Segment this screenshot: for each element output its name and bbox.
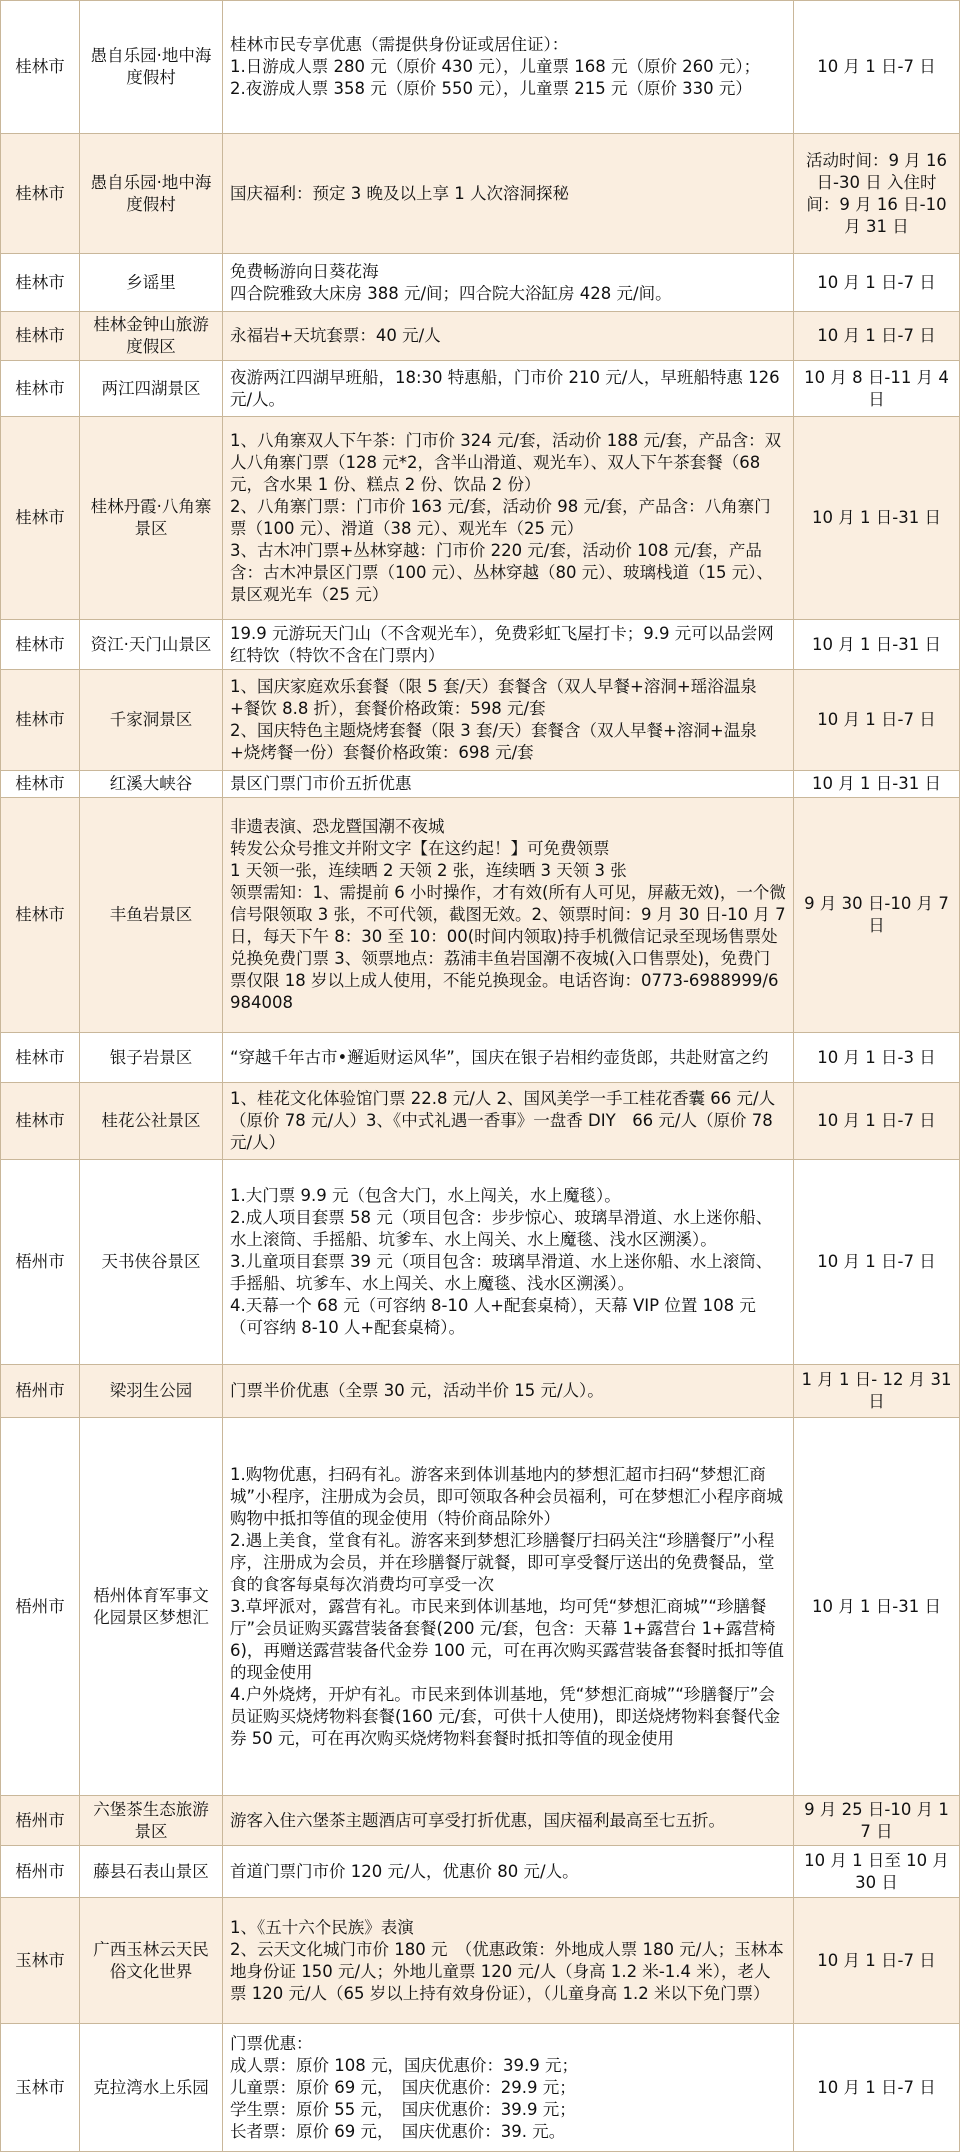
date-cell: 10 月 1 日-31 日 — [794, 620, 960, 670]
offer-line: 3.草坪派对，露营有礼。市民来到体训基地，均可凭“梦想汇商城”“珍膳餐厅”会员证购买露营装备套餐(200 元/套，包含：天幕 1+露营台 1+露营椅 6)，再赠送露营装备代金券 100 元，可在再次购买露营装备套餐时抵扣等值的现金使用 — [230, 1596, 784, 1682]
scenic-spot-cell: 藤县石表山景区 — [80, 1846, 223, 1898]
offer-line: 2.成人项目套票 58 元（项目包含：步步惊心、玻璃旱滑道、水上迷你船、水上滚筒、手摇船、坑爹车、水上闯关、水上魔毯、浅水区溯溪）。 — [230, 1208, 773, 1249]
offer-line: 游客入住六堡茶主题酒店可享受打折优惠，国庆福利最高至七五折。 — [230, 1810, 725, 1830]
offer-line: 4.天幕一个 68 元（可容纳 8-10 人+配套桌椅），天幕 VIP 位置 108 元（可容纳 8-10 人+配套桌椅）。 — [230, 1296, 756, 1337]
offer-line: 门票半价优惠（全票 30 元，活动半价 15 元/人）。 — [230, 1381, 604, 1400]
city-cell: 梧州市 — [1, 1418, 80, 1796]
offer-line: 2.遇上美食，堂食有礼。游客来到梦想汇珍膳餐厅扫码关注“珍膳餐厅”小程序，注册成为会员，并在珍膳餐厅就餐，即可享受餐厅送出的免费餐品，堂食的食客每桌每次消费均可享受一次 — [230, 1530, 775, 1594]
offer-line: 长者票：原价 69 元， 国庆优惠价：39. 元。 — [230, 2121, 566, 2141]
offer-line: 国庆福利：预定 3 晚及以上享 1 人次溶洞探秘 — [230, 183, 569, 203]
date-cell: 10 月 1 日-7 日 — [794, 1, 960, 134]
table-row — [1, 2024, 960, 2152]
date-cell: 10 月 1 日-7 日 — [794, 312, 960, 361]
table-body — [1, 1, 960, 2152]
date-cell: 10 月 1 日-7 日 — [794, 2024, 960, 2152]
table-row — [1, 134, 960, 254]
city-cell: 桂林市 — [1, 1033, 80, 1083]
offer-details-cell — [223, 254, 794, 312]
date-cell: 10 月 1 日-7 日 — [794, 1898, 960, 2024]
table-row — [1, 417, 960, 620]
table-row — [1, 1846, 960, 1898]
table-row — [1, 1, 960, 134]
scenic-spot-cell: 丰鱼岩景区 — [80, 798, 223, 1033]
offer-details-cell — [223, 1796, 794, 1846]
date-cell: 10 月 1 日-7 日 — [794, 670, 960, 771]
offer-line: 儿童票：原价 69 元， 国庆优惠价：29.9 元； — [230, 2077, 576, 2097]
offer-line: 1.日游成人票 280 元（原价 430 元），儿童票 168 元（原价 260 元）； — [230, 57, 761, 76]
offer-line: 4.户外烧烤，开炉有礼。市民来到体训基地，凭“梦想汇商城”“珍膳餐厅”会员证购买烧烤物料套餐(160 元/套，可供十人使用)，即送烧烤物料套餐代金券 50 元，可在再次购买烧烤物料套餐时抵扣等值的现金使用 — [230, 1684, 781, 1748]
scenic-spot-cell: 千家洞景区 — [80, 670, 223, 771]
date-cell: 9 月 25 日-10 月 17 日 — [794, 1796, 960, 1846]
offer-line: 3、古木冲门票+丛林穿越：门市价 220 元/套，活动价 108 元/套，产品含：古木冲景区门票（100 元）、丛林穿越（80 元）、玻璃栈道（15 元）、景区观光车（25 元） — [230, 541, 773, 604]
date-cell: 10 月 1 日-7 日 — [794, 1160, 960, 1365]
date-cell: 10 月 1 日至 10 月 30 日 — [794, 1846, 960, 1898]
scenic-spot-cell: 桂花公社景区 — [80, 1083, 223, 1160]
table-row — [1, 1796, 960, 1846]
table-row — [1, 798, 960, 1033]
city-cell: 桂林市 — [1, 1083, 80, 1160]
date-cell: 10 月 1 日-31 日 — [794, 417, 960, 620]
offer-line: 1.大门票 9.9 元（包含大门，水上闯关，水上魔毯）。 — [230, 1186, 621, 1205]
scenic-spot-cell: 愚自乐园·地中海度假村 — [80, 134, 223, 254]
offer-details-cell — [223, 1418, 794, 1796]
city-cell: 桂林市 — [1, 620, 80, 670]
offer-details-cell — [223, 312, 794, 361]
scenic-spot-cell: 红溪大峡谷 — [80, 771, 223, 798]
scenic-spot-cell: 克拉湾水上乐园 — [80, 2024, 223, 2152]
scenic-spot-cell: 两江四湖景区 — [80, 361, 223, 417]
offer-line: 景区门票门市价五折优惠 — [230, 774, 412, 793]
offer-line: 四合院雅致大床房 388 元/间；四合院大浴缸房 428 元/间。 — [230, 283, 672, 303]
offer-line: 19.9 元游玩天门山（不含观光车），免费彩虹飞屋打卡；9.9 元可以品尝网红特饮（特饮不含在门票内） — [230, 623, 774, 665]
offer-details-cell — [223, 1160, 794, 1365]
city-cell: 桂林市 — [1, 670, 80, 771]
offer-line: 桂林市民专享优惠（需提供身份证或居住证）： — [230, 35, 569, 54]
offer-line: 1、八角寨双人下午茶：门市价 324 元/套，活动价 188 元/套，产品含：双人八角寨门票（128 元*2，含半山滑道、观光车）、双人下午茶套餐（68 元，含水果 1 份、糕点 2 份、饮品 2 份） — [230, 431, 782, 494]
offer-line: 首道门票门市价 120 元/人，优惠价 80 元/人。 — [230, 1861, 579, 1881]
city-cell: 梧州市 — [1, 1796, 80, 1846]
table-row — [1, 312, 960, 361]
offer-line: 永福岩+天坑套票：40 元/人 — [230, 326, 441, 345]
city-cell: 桂林市 — [1, 798, 80, 1033]
city-cell: 桂林市 — [1, 254, 80, 312]
date-cell: 10 月 1 日-3 日 — [794, 1033, 960, 1083]
offer-details-cell — [223, 1365, 794, 1418]
scenic-spot-cell: 广西玉林云天民俗文化世界 — [80, 1898, 223, 2024]
offer-line: 2、云天文化城门市价 180 元 （优惠政策：外地成人票 180 元/人；玉林本地身份证 150 元/人；外地儿童票 120 元/人（身高 1.2 米-1.4 米），老人票 120 元/人（65 岁以上持有效身份证），（儿童身高 1.2 米以下免门票） — [230, 1939, 784, 2003]
offer-details-cell — [223, 417, 794, 620]
table-row — [1, 670, 960, 771]
city-cell: 桂林市 — [1, 771, 80, 798]
scenic-spot-cell: 梁羽生公园 — [80, 1365, 223, 1418]
table-row — [1, 771, 960, 798]
city-cell: 桂林市 — [1, 1, 80, 134]
city-cell: 桂林市 — [1, 417, 80, 620]
table-row — [1, 361, 960, 417]
offer-details-cell — [223, 361, 794, 417]
date-cell: 10 月 1 日-31 日 — [794, 1418, 960, 1796]
offer-line: 非遗表演、恐龙暨国潮不夜城 — [230, 817, 445, 836]
offer-details-cell — [223, 1083, 794, 1160]
offer-line: 2.夜游成人票 358 元（原价 550 元），儿童票 215 元（原价 330 元） — [230, 79, 752, 98]
offer-line: 2、八角寨门票：门市价 163 元/套，活动价 98 元/套，产品含：八角寨门票（100 元）、滑道（38 元）、观光车（25 元） — [230, 497, 771, 538]
offer-details-cell — [223, 134, 794, 254]
city-cell: 玉林市 — [1, 1898, 80, 2024]
city-cell: 桂林市 — [1, 312, 80, 361]
offer-details-cell — [223, 771, 794, 798]
table-row — [1, 1160, 960, 1365]
offer-line: 1、国庆家庭欢乐套餐（限 5 套/天）套餐含（双人早餐+溶洞+瑶浴温泉+餐饮 8.8 折），套餐价格政策：598 元/套 — [230, 677, 757, 718]
offer-line: 1、桂花文化体验馆门票 22.8 元/人 2、国风美学一手工桂花香囊 66 元/人（原价 78 元/人）3、《中式礼遇一香事》一盘香 DIY 66 元/人（原价 78 元/人） — [230, 1089, 776, 1152]
table-row — [1, 1033, 960, 1083]
city-cell: 桂林市 — [1, 361, 80, 417]
offer-line: 1 天领一张，连续晒 2 天领 2 张，连续晒 3 天领 3 张 — [230, 861, 627, 880]
city-cell: 梧州市 — [1, 1846, 80, 1898]
offer-details-cell — [223, 2024, 794, 2152]
table-row — [1, 1083, 960, 1160]
city-cell: 梧州市 — [1, 1365, 80, 1418]
city-cell: 玉林市 — [1, 2024, 80, 2152]
offer-line: 门票优惠： — [230, 2033, 313, 2053]
scenic-spot-cell: 六堡茶生态旅游景区 — [80, 1796, 223, 1846]
date-cell: 活动时间：9 月 16 日-30 日 入住时间：9 月 16 日-10 月 31 日 — [794, 134, 960, 254]
offer-line: 夜游两江四湖早班船，18:30 特惠船，门市价 210 元/人，早班船特惠 126 元/人。 — [230, 367, 780, 409]
scenic-spot-cell: 资江·天门山景区 — [80, 620, 223, 670]
offer-details-cell — [223, 798, 794, 1033]
offer-details-cell — [223, 1, 794, 134]
offer-line: 1、《五十六个民族》表演 — [230, 1917, 414, 1937]
table-row — [1, 620, 960, 670]
table-row — [1, 254, 960, 312]
offer-line: 成人票：原价 108 元，国庆优惠价：39.9 元； — [230, 2055, 578, 2075]
offer-details-cell — [223, 1846, 794, 1898]
offer-line: “穿越千年古市•邂逅财运风华”，国庆在银子岩相约壶货郎，共赴财富之约 — [230, 1047, 769, 1067]
scenic-spot-cell: 梧州体育军事文化园景区梦想汇 — [80, 1418, 223, 1796]
offer-details-cell — [223, 1033, 794, 1083]
scenic-spot-cell: 乡谣里 — [80, 254, 223, 312]
offer-line: 学生票：原价 55 元， 国庆优惠价：39.9 元； — [230, 2099, 576, 2119]
offer-line: 转发公众号推文并附文字【在这约起！】可免费领票 — [230, 839, 610, 858]
offer-details-cell — [223, 620, 794, 670]
scenic-spot-cell: 天书侠谷景区 — [80, 1160, 223, 1365]
scenic-spot-cell: 银子岩景区 — [80, 1033, 223, 1083]
city-cell: 桂林市 — [1, 134, 80, 254]
city-cell: 梧州市 — [1, 1160, 80, 1365]
date-cell: 10 月 1 日-7 日 — [794, 254, 960, 312]
offer-details-cell — [223, 670, 794, 771]
offer-line: 2、国庆特色主题烧烤套餐（限 3 套/天）套餐含（双人早餐+溶洞+温泉+烧烤餐一份）套餐价格政策：698 元/套 — [230, 721, 757, 762]
date-cell: 1 月 1 日- 12 月 31 日 — [794, 1365, 960, 1418]
scenic-spot-cell: 桂林金钟山旅游度假区 — [80, 312, 223, 361]
date-cell: 10 月 1 日-31 日 — [794, 771, 960, 798]
date-cell: 9 月 30 日-10 月 7 日 — [794, 798, 960, 1033]
offer-line: 1.购物优惠，扫码有礼。游客来到体训基地内的梦想汇超市扫码“梦想汇商城”小程序，注册成为会员，即可领取各种会员福利，可在梦想汇小程序商城购物中抵扣等值的现金使用（特价商品除外） — [230, 1464, 784, 1528]
table-row — [1, 1418, 960, 1796]
offer-line: 免费畅游向日葵花海 — [230, 261, 379, 281]
offer-details-cell — [223, 1898, 794, 2024]
table-row — [1, 1365, 960, 1418]
scenic-spot-cell: 愚自乐园·地中海度假村 — [80, 1, 223, 134]
offer-line: 3.儿童项目套票 39 元（项目包含：玻璃旱滑道、水上迷你船、水上滚筒、手摇船、坑爹车、水上闯关、水上魔毯、浅水区溯溪）。 — [230, 1252, 773, 1293]
date-cell: 10 月 1 日-7 日 — [794, 1083, 960, 1160]
table-row — [1, 1898, 960, 2024]
scenic-spot-cell: 桂林丹霞·八角寨景区 — [80, 417, 223, 620]
date-cell: 10 月 8 日-11 月 4 日 — [794, 361, 960, 417]
offer-line: 领票需知：1、需提前 6 小时操作，才有效(所有人可见，屏蔽无效)，一个微信号限领取 3 张，不可代领，截图无效。2、领票时间：9 月 30 日-10 月 7 日，每天下午 8：30 至 10：00(时间内领取)持手机微信记录至现场售票处兑换免费门票 3、领票地点：荔浦丰鱼岩国潮不夜城(入口售票处)，免费门票仅限 18 岁以上成人使用，不能兑换现金。电话咨询：0773-6988999/6984008 — [230, 883, 786, 1012]
